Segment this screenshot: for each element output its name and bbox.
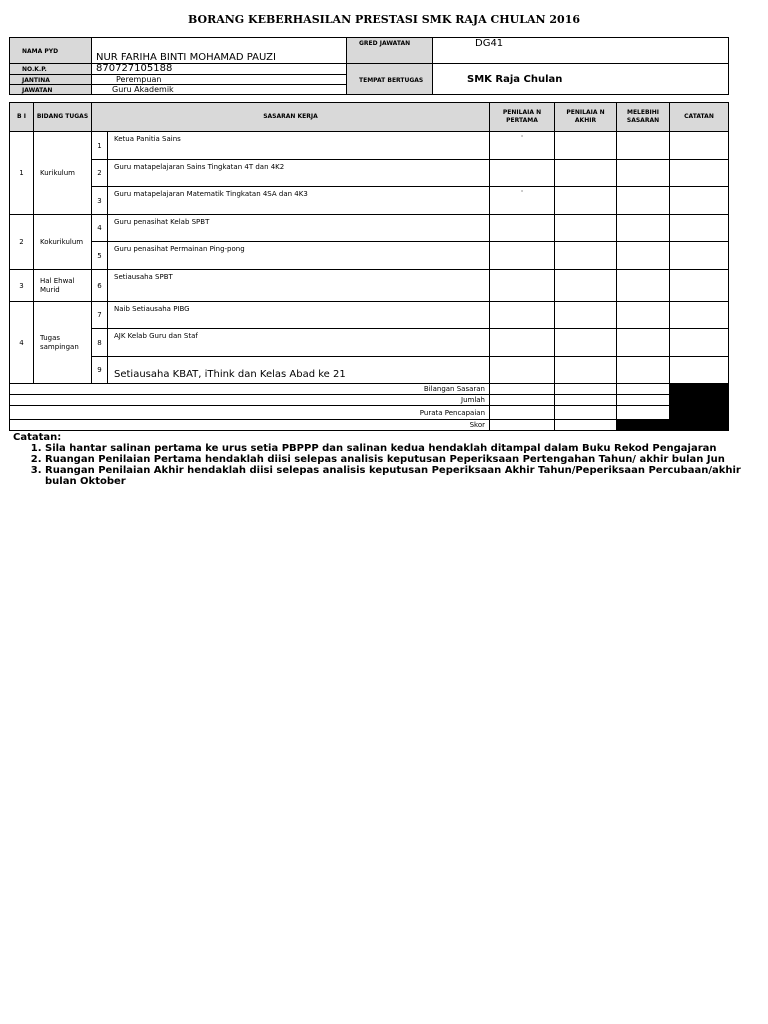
notes-list (13, 443, 763, 487)
jawatan-label: JAWATAN (10, 85, 92, 95)
task-text: Guru matapelajaran Matematik Tingkatan 4SA dan 4K3 (108, 187, 490, 215)
melebihi-cell (617, 132, 670, 160)
melebihi-cell (617, 242, 670, 270)
jantina-label: JANTINA (10, 75, 92, 85)
jumlah-label: Jumlah (10, 395, 490, 406)
penilaian-pertama-cell (490, 215, 555, 242)
table-row (10, 270, 729, 302)
task-number: 7 (92, 302, 108, 329)
task-text: AJK Kelab Guru dan Staf (108, 329, 490, 357)
jantina-value: Perempuan (92, 75, 347, 85)
melebihi-cell (617, 215, 670, 242)
penilaian-pertama-cell (490, 270, 555, 302)
notes-section (13, 432, 763, 487)
summary-row (10, 406, 729, 420)
note-item: 3. Ruangan Penilaian Akhir hendaklah diisi selepas analisis keputusan Peperiksaan Akhir Tahun/Peperiksaan Percubaan/akhir bulan Oktober (45, 465, 763, 487)
sasaran-kerja-table (9, 102, 729, 431)
melebihi-cell (617, 187, 670, 215)
bilangan-sasaran-label: Bilangan Sasaran (10, 384, 490, 395)
penilaian-akhir-cell (555, 302, 617, 329)
table-row (10, 187, 729, 215)
nokp-label: NO.K.P. (10, 64, 92, 75)
penilaian-akhir-cell (555, 329, 617, 357)
penilaian-pertama-cell (490, 302, 555, 329)
nama-value: NUR FARIHA BINTI MOHAMAD PAUZI (92, 38, 347, 64)
task-text: Naib Setiausaha PIBG (108, 302, 490, 329)
task-number: 3 (92, 187, 108, 215)
penilaian-pertama-cell (490, 242, 555, 270)
header-penilaian-pertama: PENILAIA N PERTAMA (490, 103, 555, 132)
table-row (10, 357, 729, 384)
task-text: Guru penasihat Kelab SPBT (108, 215, 490, 242)
nokp-value: 870727105188 (92, 64, 347, 75)
summary-row (10, 420, 729, 431)
task-text: Ketua Panitia Sains (108, 132, 490, 160)
catatan-cell (670, 160, 729, 187)
catatan-cell (670, 270, 729, 302)
table-row (10, 160, 729, 187)
purata-label: Purata Pencapaian (10, 406, 490, 420)
summary-row (10, 395, 729, 406)
task-number: 2 (92, 160, 108, 187)
catatan-cell (670, 357, 729, 384)
task-text: Setiausaha KBAT, iThink dan Kelas Abad ke 21 (108, 357, 490, 384)
jawatan-value: Guru Akademik (92, 85, 347, 95)
catatan-cell (670, 215, 729, 242)
table-row (10, 302, 729, 329)
catatan-cell (670, 132, 729, 160)
task-text: Guru matapelajaran Sains Tingkatan 4T dan 4K2 (108, 160, 490, 187)
group-bidang: Hal Ehwal Murid (34, 270, 92, 302)
penilaian-akhir-cell (555, 357, 617, 384)
form-title: BORANG KEBERHASILAN PRESTASI SMK RAJA CHULAN 2016 (187, 13, 581, 26)
penilaian-akhir-cell (555, 242, 617, 270)
header-melebihi: MELEBIHI SASARAN (617, 103, 670, 132)
penilaian-pertama-cell: · (490, 132, 555, 160)
group-bidang: Kokurikulum (34, 215, 92, 270)
group-number: 3 (10, 270, 34, 302)
catatan-cell (670, 302, 729, 329)
penilaian-akhir-cell (555, 132, 617, 160)
penilaian-pertama-cell (490, 160, 555, 187)
melebihi-cell (617, 357, 670, 384)
melebihi-cell (617, 270, 670, 302)
header-bil: B I (10, 103, 34, 132)
gred-label: GRED JAWATAN (347, 38, 433, 64)
note-item: 2. Ruangan Penilaian Pertama hendaklah diisi selepas analisis keputusan Peperiksaan Pertengahan Tahun/ akhir bulan Jun (45, 454, 763, 465)
task-number: 6 (92, 270, 108, 302)
task-number: 4 (92, 215, 108, 242)
tempat-label: TEMPAT BERTUGAS (347, 64, 433, 95)
catatan-cell (670, 187, 729, 215)
table-row (10, 132, 729, 160)
penilaian-akhir-cell (555, 160, 617, 187)
table-row (10, 215, 729, 242)
task-text: Guru penasihat Permainan Ping-pong (108, 242, 490, 270)
penilaian-pertama-cell: · (490, 187, 555, 215)
catatan-blackout (670, 384, 729, 431)
header-sasaran: SASARAN KERJA (92, 103, 490, 132)
task-text: Setiausaha SPBT (108, 270, 490, 302)
task-number: 5 (92, 242, 108, 270)
catatan-cell (670, 329, 729, 357)
penilaian-akhir-cell (555, 270, 617, 302)
task-number: 8 (92, 329, 108, 357)
penilaian-akhir-cell (555, 215, 617, 242)
penilaian-pertama-cell (490, 329, 555, 357)
header-bidang: BIDANG TUGAS (34, 103, 92, 132)
catatan-cell (670, 242, 729, 270)
notes-heading: Catatan: (13, 432, 62, 443)
note-item: 1. Sila hantar salinan pertama ke urus setia PBPPP dan salinan kedua hendaklah ditampal dalam Buku Rekod Pengajaran (45, 443, 763, 454)
header-catatan: CATATAN (670, 103, 729, 132)
group-bidang: Tugas sampingan (34, 302, 92, 384)
table-row (10, 242, 729, 270)
melebihi-blackout (617, 420, 670, 431)
group-number: 4 (10, 302, 34, 384)
group-number: 1 (10, 132, 34, 215)
personal-info-table (9, 37, 729, 95)
group-bidang: Kurikulum (34, 132, 92, 215)
tempat-value: SMK Raja Chulan (433, 64, 729, 95)
task-number: 1 (92, 132, 108, 160)
melebihi-cell (617, 160, 670, 187)
group-number: 2 (10, 215, 34, 270)
penilaian-akhir-cell (555, 187, 617, 215)
task-number: 9 (92, 357, 108, 384)
header-penilaian-akhir: PENILAIA N AKHIR (555, 103, 617, 132)
melebihi-cell (617, 302, 670, 329)
penilaian-pertama-cell (490, 357, 555, 384)
nama-label: NAMA PYD (10, 38, 92, 64)
skor-label: Skor (10, 420, 490, 431)
table-row (10, 329, 729, 357)
summary-row (10, 384, 729, 395)
melebihi-cell (617, 329, 670, 357)
gred-value: DG41 (433, 38, 729, 64)
